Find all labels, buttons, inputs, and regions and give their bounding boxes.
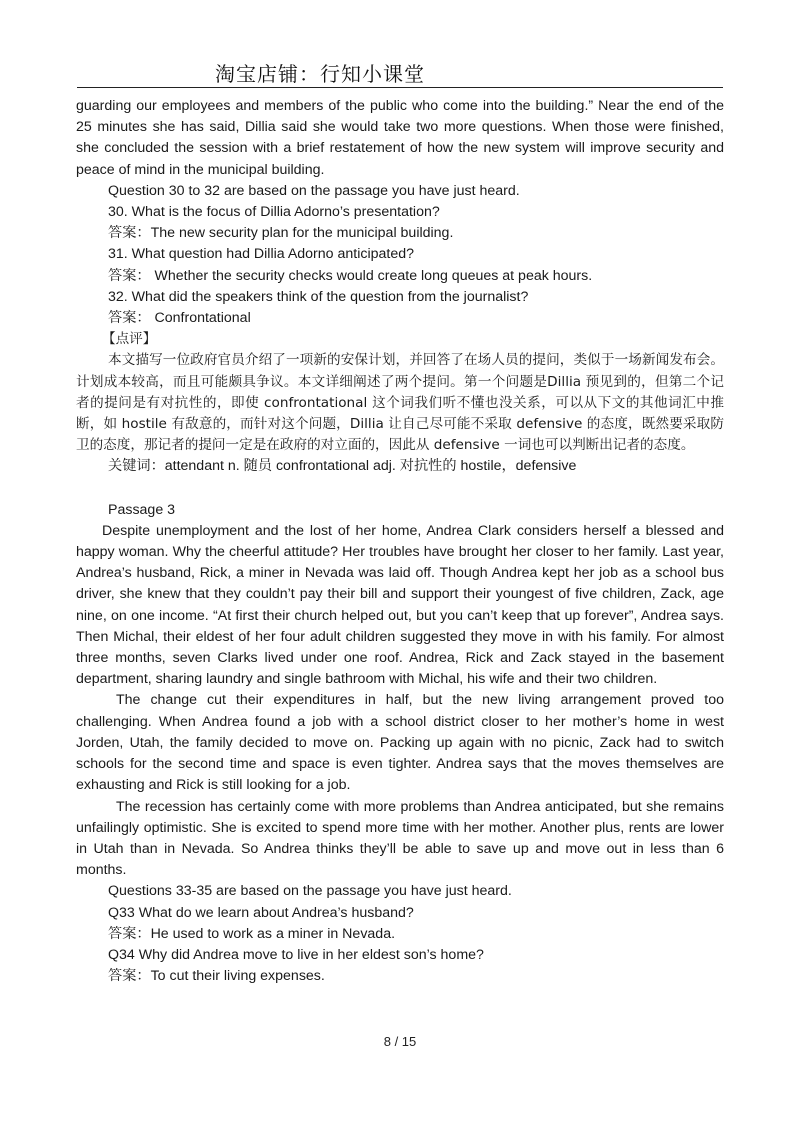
question-intro-30: Question 30 to 32 are based on the passage you have just heard. [108, 182, 520, 199]
comment-body: 本文描写一位政府官员介绍了一项新的安保计划，并回答了在场人员的提问，类似于一场新闻发布会。计划成本较高，而且可能颇具争议。本文详细阐述了两个提问。第一个问题是Dillia 预见到的，但第二个记者的提问是有对抗性的，即使 confrontational 这个词我们听不懂也没关系，可以从下文的其他词汇中推断，如 hostile 有敌意的，而针对这个问题，Dillia 让自己尽可能不采取 defensive 的态度，既然要采取防卫的态度，那记者的提问一定是在政府的对立面的，因此从 defensive 一词也可以判断出记者的态度。 [76, 352, 724, 454]
question-34: Q34 Why did Andrea move to live in her eldest son’s home? [108, 946, 484, 963]
header-divider [77, 87, 723, 88]
passage-paragraph-3: The recession has certainly come with more problems than Andrea anticipated, but she remains unfailingly optimistic. She is excited to spend more time with her mother. Another plus, rents are lower in Utah than in Nevada. So Andrea thinks they’ll be able to save up and move out in less than 6 months. [76, 798, 724, 879]
page-number: 8 / 15 [383, 1034, 417, 1049]
comment-heading: 【点评】 [102, 331, 157, 348]
answer-33: 答案：He used to work as a miner in Nevada. [108, 925, 396, 942]
document-body [76, 96, 724, 987]
page-header [0, 54, 800, 88]
question-33: Q33 What do we learn about Andrea’s husband? [108, 904, 414, 921]
answer-34: 答案：To cut their living expenses. [108, 968, 325, 985]
question-30: 30. What is the focus of Dillia Adorno’s presentation? [108, 204, 440, 221]
answer-31: 答案： Whether the security checks would create long queues at peak hours. [108, 267, 593, 284]
keywords-line: 关键词：attendant n. 随员 confrontational adj. 对抗性的 hostile，defensive [108, 458, 577, 475]
answer-30: 答案：The new security plan for the municipal building. [108, 225, 454, 242]
spacer [76, 478, 724, 500]
question-32: 32. What did the speakers think of the question from the journalist? [108, 288, 529, 305]
question-31: 31. What question had Dillia Adorno anticipated? [108, 246, 415, 263]
paragraph-continuation: guarding our employees and members of the public who come into the building.” Near the end of the 25 minutes she has said, Dillia said she would take two more questions. When those were finished, she concluded the session with a brief restatement of how the new system will improve security and peace of mind in the municipal building. [76, 98, 724, 178]
question-intro-33: Questions 33-35 are based on the passage you have just heard. [108, 883, 512, 900]
passage-paragraph-1: Despite unemployment and the lost of her home, Andrea Clark considers herself a blessed and happy woman. Why the cheerful attitude? Her troubles have brought her closer to her family. Last year, Andrea’s husband, Rick, a miner in Nevada was laid off. Though Andrea kept her job as a school bus driver, she knew that they couldn’t pay their bill and support their youngest of five children, Zack, age nine, on one income. “At first their church helped out, but you can’t keep that up forever”, Andrea says. Then Michal, their eldest of her four adult children suggested they move in with his family. For almost three months, seven Clarks lived under one roof. Andrea, Rick and Zack stayed in the basement department, sharing laundry and single bathroom with Michal, his wife and their two children. [76, 522, 724, 688]
passage-title: Passage 3 [108, 501, 176, 518]
header-title: 淘宝店铺：行知小课堂 [215, 62, 425, 86]
answer-32: 答案： Confrontational [108, 310, 251, 327]
passage-paragraph-2: The change cut their expenditures in half, but the new living arrangement proved too challenging. When Andrea found a job with a school district closer to her mother’s home in west Jorden, Utah, the family decided to move on. Packing up again with no picnic, Zack had to switch schools for the second time and space is even tighter. Andrea says that the moves themselves are exhausting and Rick is still looking for a job. [76, 692, 724, 794]
